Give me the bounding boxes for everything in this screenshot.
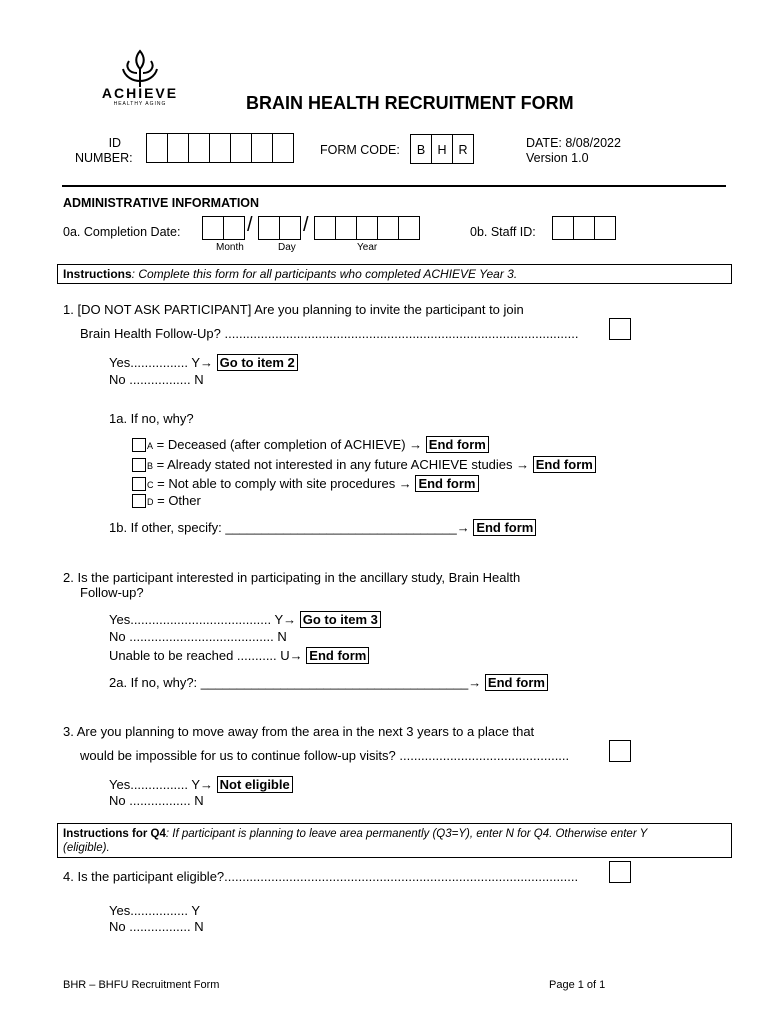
year-digit-box[interactable]	[356, 216, 378, 240]
form-version: Version 1.0	[526, 151, 589, 165]
staff-id-label: 0b. Staff ID:	[470, 225, 536, 239]
q1a-checkbox-a[interactable]	[132, 438, 146, 452]
date-separator: /	[303, 214, 309, 236]
q1a-option-c: C = Not able to comply with site procedures → End form	[147, 476, 479, 491]
year-caption: Year	[357, 242, 378, 253]
q1a-checkbox-b[interactable]	[132, 458, 146, 472]
day-digit-box[interactable]	[279, 216, 301, 240]
q3-not-eligible: Not eligible	[217, 776, 293, 793]
instructions-label: Instructions	[63, 267, 132, 281]
q3-question-line2: would be impossible for us to continue follow-up visits? ...............................................	[80, 748, 570, 763]
q1a-question: 1a. If no, why?	[109, 411, 194, 426]
month-digit-box[interactable]	[223, 216, 245, 240]
q4-instructions-text-2: (eligible).	[63, 842, 110, 854]
q1-question-line1: 1. [DO NOT ASK PARTICIPANT] Are you planning to invite the participant to join	[63, 302, 524, 317]
q3-no-option: No ................. N	[109, 793, 204, 808]
q1-yes-option: Yes................ Y→ Go to item 2	[109, 355, 298, 370]
year-digit-box[interactable]	[335, 216, 357, 240]
form-code-letter: R	[452, 134, 474, 164]
logo-tagline: HEALTHY AGING	[113, 101, 167, 107]
logo-name: ACHIEVE	[101, 85, 179, 101]
month-digit-box[interactable]	[202, 216, 224, 240]
staff-id-box[interactable]	[594, 216, 616, 240]
id-digit-box[interactable]	[209, 133, 231, 163]
q2-no-option: No ........................................ N	[109, 629, 287, 644]
year-digit-box[interactable]	[398, 216, 420, 240]
q2-question-line2: Follow-up?	[80, 585, 144, 600]
q2-unable-end-form: End form	[306, 647, 369, 664]
q3-yes-option: Yes................ Y→ Not eligible	[109, 777, 293, 792]
completion-day-field[interactable]	[258, 216, 300, 240]
completion-year-field[interactable]	[314, 216, 419, 240]
staff-id-box[interactable]	[552, 216, 574, 240]
footer-left: BHR – BHFU Recruitment Form	[63, 979, 220, 991]
instructions-text: : Complete this form for all participants who completed ACHIEVE Year 3.	[131, 267, 518, 281]
admin-heading: ADMINISTRATIVE INFORMATION	[63, 196, 260, 210]
q4-instructions-box	[57, 823, 732, 858]
form-code-letter: H	[431, 134, 453, 164]
form-code-letter: B	[410, 134, 432, 164]
achieve-logo	[95, 45, 185, 107]
q4-instructions-label: Instructions for Q4	[63, 828, 166, 840]
q4-yes-option: Yes................ Y	[109, 903, 201, 918]
q4-answer-box[interactable]	[609, 861, 631, 883]
form-code-label: FORM CODE:	[320, 143, 400, 157]
q4-instructions-text: : If participant is planning to leave area permanently (Q3=Y), enter N for Q4. Otherwise enter Y	[165, 828, 648, 840]
id-digit-box[interactable]	[251, 133, 273, 163]
q1a-option-a: A = Deceased (after completion of ACHIEVE) → End form	[147, 437, 489, 452]
instructions-box	[57, 264, 732, 284]
id-digit-box[interactable]	[230, 133, 252, 163]
q1-goto-item2: Go to item 2	[217, 354, 298, 371]
q4-no-option: No ................. N	[109, 919, 204, 934]
q2-goto-item3: Go to item 3	[300, 611, 381, 628]
year-digit-box[interactable]	[314, 216, 336, 240]
completion-date-label: 0a. Completion Date:	[63, 225, 181, 239]
q3-question-line1: 3. Are you planning to move away from the area in the next 3 years to a place that	[63, 724, 535, 739]
tree-icon	[95, 45, 185, 89]
q2-question-line1: 2. Is the participant interested in participating in the ancillary study, Brain Health	[63, 570, 521, 585]
q1a-option-d: D = Other	[147, 493, 201, 508]
q2-yes-option: Yes....................................... Y→ Go to item 3	[109, 612, 381, 627]
q3-answer-box[interactable]	[609, 740, 631, 762]
q1b-question: 1b. If other, specify: ________________________________→ End form	[109, 520, 536, 535]
q1a-a-end-form: End form	[426, 436, 489, 453]
q1-question-line2: Brain Health Follow-Up? ..................................................................................................	[80, 326, 579, 341]
header-divider	[62, 185, 726, 187]
q1-answer-box[interactable]	[609, 318, 631, 340]
staff-id-box[interactable]	[573, 216, 595, 240]
id-digit-box[interactable]	[167, 133, 189, 163]
q1a-option-b: B = Already stated not interested in any future ACHIEVE studies → End form	[147, 457, 596, 472]
form-code-boxes	[410, 134, 473, 164]
id-digit-box[interactable]	[188, 133, 210, 163]
id-digit-box[interactable]	[146, 133, 168, 163]
id-digit-box[interactable]	[272, 133, 294, 163]
q1a-b-end-form: End form	[533, 456, 596, 473]
day-digit-box[interactable]	[258, 216, 280, 240]
completion-month-field[interactable]	[202, 216, 244, 240]
form-date: DATE: 8/08/2022	[526, 136, 621, 150]
q1a-checkbox-c[interactable]	[132, 477, 146, 491]
q4-question: 4. Is the participant eligible?..................................................................................................	[63, 869, 579, 884]
id-label: ID NUMBER:	[75, 136, 133, 165]
footer-page-number: Page 1 of 1	[549, 979, 606, 991]
staff-id-field[interactable]	[552, 216, 615, 240]
page-title: BRAIN HEALTH RECRUITMENT FORM	[246, 93, 574, 113]
q2a-question: 2a. If no, why?: _____________________________________→ End form	[109, 675, 548, 690]
q1-no-option: No ................. N	[109, 372, 204, 387]
year-digit-box[interactable]	[377, 216, 399, 240]
q1a-checkbox-d[interactable]	[132, 494, 146, 508]
q2-unable-option: Unable to be reached ........... U→ End form	[109, 648, 369, 663]
q1a-c-end-form: End form	[415, 475, 478, 492]
q1b-end-form: End form	[473, 519, 536, 536]
id-number-field[interactable]	[146, 133, 293, 163]
q2a-end-form: End form	[485, 674, 548, 691]
date-separator: /	[247, 214, 253, 236]
month-caption: Month	[216, 242, 244, 253]
day-caption: Day	[278, 242, 296, 253]
